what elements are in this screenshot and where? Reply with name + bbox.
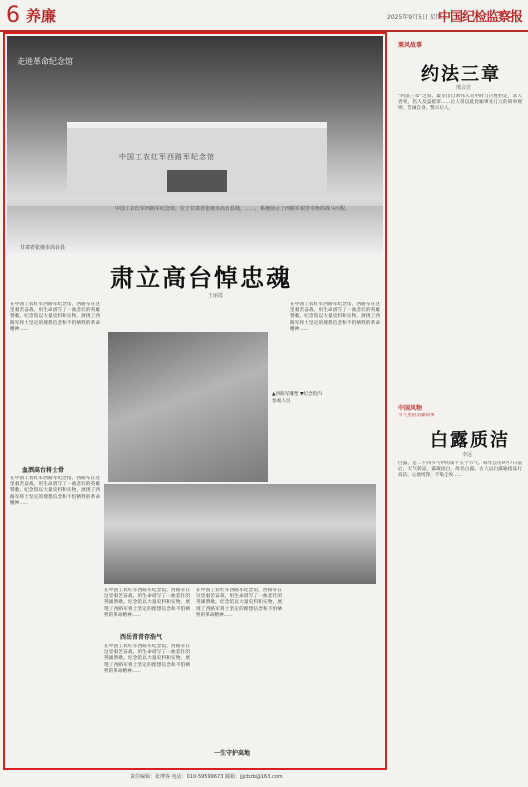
- article-title-yuefa: 约法三章: [421, 64, 501, 85]
- subhead-2: 西岳青青存浩气: [120, 634, 163, 641]
- article-title-bailu: 白露质洁: [430, 430, 510, 451]
- article-body-yuefa: “约法三章”之说，最早出自刘邦入关中时与百姓约定，杀人者死，伤人及盗抵罪……后人常以此比喻事先订立的简单规则，告诫自身，警示后人。: [398, 94, 522, 112]
- feature-body-5: 在中国工农红军西路军纪念馆，西路军在这里艰苦奋战，用生命谱写了一曲悲壮的英雄赞歌。纪念馆以大量史料和实物，展现了西路军将士坚定的理想信念和不怕牺牲的革命精神……: [104, 644, 190, 674]
- section-title: 养廉: [26, 7, 57, 25]
- statue-photo: [108, 332, 268, 482]
- photo-tag: 走进革命纪念馆: [17, 57, 73, 66]
- article-body-bailu: 白露，是二十四节气中的第十五个节气。每年公历9月7日前后，天气转凉，露凝而白，故名白露。古人以白露喻指品行高洁，心地纯净，不染尘埃……: [398, 461, 522, 479]
- subhead-3: 一生守护高地: [214, 750, 251, 757]
- column-label-customs: 中国风物: [398, 405, 423, 412]
- feature-body-1: 在中国工农红军西路军纪念馆，西路军在这里艰苦奋战，用生命谱写了一曲悲壮的英雄赞歌。纪念馆以大量史料和实物，展现了西路军将士坚定的理想信念和不怕牺牲的革命精神……: [10, 302, 100, 332]
- photo-caption: 中国工农红军西路军纪念馆，位于甘肃省张掖市高台县城，……，系统展示了西路军艰苦卓绝的战斗历程。: [115, 206, 351, 212]
- feature-title: 肃立高台悼忠魂: [110, 263, 292, 292]
- issue-date: 2025年9月5日 星期五: [387, 14, 448, 21]
- article-byline-yuefa: 邢会芳: [456, 85, 472, 91]
- masthead: 中国纪检监察报: [438, 10, 523, 25]
- subsection-label: 节气里的清廉故事: [398, 413, 435, 418]
- page-footer: 责任编辑：张博客 电话：010-59599673 邮箱：jjjcbzb@163.com: [130, 774, 283, 780]
- subhead-1: 血洒高台将士骨: [22, 467, 65, 474]
- venue-line: 甘肃省张掖市高台县: [20, 245, 66, 251]
- visitors-photo: [104, 484, 376, 584]
- page-number: 6: [6, 3, 20, 28]
- building-inscription: 中国工农红军西路军纪念馆: [119, 153, 215, 161]
- feature-body-3: 在中国工农红军西路军纪念馆，西路军在这里艰苦奋战，用生命谱写了一曲悲壮的英雄赞歌。纪念馆以大量史料和实物，展现了西路军将士坚定的理想信念和不怕牺牲的革命精神……: [290, 302, 380, 332]
- museum-entrance: [167, 170, 227, 192]
- feature-body-4: 在中国工农红军西路军纪念馆，西路军在这里艰苦奋战，用生命谱写了一曲悲壮的英雄赞歌。纪念馆以大量史料和实物，展现了西路军将士坚定的理想信念和不怕牺牲的革命精神……: [104, 588, 190, 618]
- article-byline-bailu: 李远: [462, 452, 473, 458]
- feature-body-2: 在中国工农红军西路军纪念馆，西路军在这里艰苦奋战，用生命谱写了一曲悲壮的英雄赞歌。纪念馆以大量史料和实物，展现了西路军将士坚定的理想信念和不怕牺牲的革命精神……: [10, 476, 100, 506]
- feature-body-6: 在中国工农红军西路军纪念馆，西路军在这里艰苦奋战，用生命谱写了一曲悲壮的英雄赞歌。纪念馆以大量史料和实物，展现了西路军将士坚定的理想信念和不怕牺牲的革命精神……: [196, 588, 282, 618]
- column-label-story: 莱风故事: [398, 42, 423, 49]
- feature-byline: 王丽霞: [208, 293, 224, 299]
- statue-caption: ▲西路军雕塑 ▼纪念馆内参观人员: [272, 392, 322, 404]
- museum-photo: [7, 36, 383, 253]
